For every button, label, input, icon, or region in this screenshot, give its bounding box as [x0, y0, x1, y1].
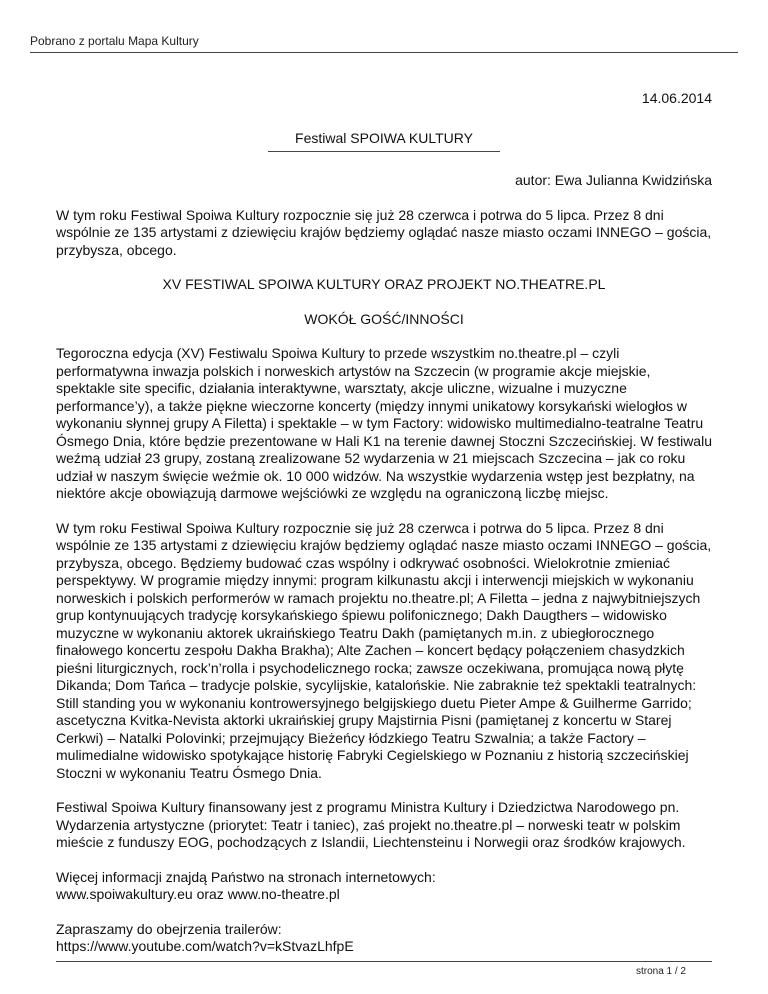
trailer-line: Zapraszamy do obejrzenia trailerów:	[56, 920, 282, 937]
footer-rule	[56, 961, 712, 962]
trailer-paragraph	[56, 921, 712, 956]
header-rule	[30, 52, 738, 53]
info-links[interactable]: www.spoiwakultury.eu oraz www.no-theatre.pl	[56, 886, 340, 902]
trailer-link[interactable]: https://www.youtube.com/watch?v=kStvazLhfpE	[56, 938, 354, 954]
page-header-source: Pobrano z portalu Mapa Kultury	[30, 34, 199, 48]
body-paragraph-1: Tegoroczna edycja (XV) Festiwalu Spoiwa Kultury to przede wszystkim no.theatre.pl – czyli performatywna inwazja polskich i norweskich artystów na Szczecin (w programie akcje miejskie, spektakle site specific, działania interaktywne, warsztaty, akcje uliczne, wizualne i muzyczne performance’y), a także piękne wieczorne koncerty (między innymi unikatowy korsykański wielogłos w wykonaniu słynnej grupy A Filetta) i spektakle – w tym Factory: widowisko multimedialno-teatralne Teatru Ósmego Dnia, które będzie prezentowane w Hali K1 na terenie dawnej Stoczni Szczecińskiej. W festiwalu weźmą udział 23 grupy, zostaną zrealizowane 52 wydarzenia w 21 miejscach Szczecina – jak co roku udział w naszym święcie weźmie ok. 10 000 widzów. Na wszystkie wydarzenia wstęp jest bezpłatny, na niektóre akcje obowiązują darmowe wejściówki ze względu na ograniczoną liczbę miejsc.	[56, 345, 712, 501]
body-paragraph-2: W tym roku Festiwal Spoiwa Kultury rozpocznie się już 28 czerwca i potrwa do 5 lipca. Przez 8 dni wspólnie ze 135 artystami z dziewięciu krajów będziemy oglądać nasze miasto oczami INNEGO – gościa, przybysza, obcego. Będziemy budować czas wspólny i odkrywać osobności. Wielokrotnie zmieniać perspektywy. W programie między innymi: program kilkunastu akcji i interwencji miejskich w wykonaniu norweskich i polskich performerów w ramach projektu no.theatre.pl; A Filetta – jedna z najwybitniejszych grup kontynuujących tradycję korsykańskiego śpiewu polifonicznego; Dakh Daugthers – widowisko muzyczne w wykonaniu aktorek ukraińskiego Teatru Dakh (pamiętanych m.in. z ubiegłorocznego finałowego koncertu zespołu Dakha Brakha); Alte Zachen – koncert będący połączeniem chasydzkich pieśni liturgicznych, rock’n’rolla i psychodelicznego rocka; zawsze oczekiwana, promująca nową płytę Dikanda; Dom Tańca – tradycje polskie, sycylijskie, katalońskie. Nie zabraknie też spektakli teatralnych: Still standing you w wykonaniu kontrowersyjnego belgijskiego duetu Pieter Ampe & Guilherme Garrido; ascetyczna Kvitka-Nevista aktorki ukraińskiej grupy Majstirnia Pisni (pamiętanej z koncertu w Starej Cerkwi) – Natalki Polovinki; przejmujący Bieżeńcy łódzkiego Teatru Szwalnia; a także Factory – mulimedialne widowisko spotykające historię Fabryki Cegielskiego w Poznaniu z historią szczecińskiej Stoczni w wykonaniu Teatru Ósmego Dnia.	[56, 519, 712, 781]
article-author: autor: Ewa Julianna Kwidzińska	[515, 172, 712, 188]
article-date: 14.06.2014	[641, 90, 712, 106]
article-content	[56, 90, 712, 956]
info-line: Więcej informacji znajdą Państwo na stronach internetowych:	[56, 868, 436, 885]
page-number: strona 1 / 2	[635, 966, 686, 977]
info-paragraph	[56, 869, 712, 904]
article-title: Festiwal SPOIWA KULTURY	[295, 129, 473, 146]
body-paragraph-3: Festiwal Spoiwa Kultury finansowany jest z programu Ministra Kultury i Dziedzictwa Narodowego pn. Wydarzenia artystyczne (priorytet: Teatr i taniec), zaś projekt no.theatre.pl – norweski teatr w polskim mieście z funduszy EOG, pochodzących z Islandii, Liechtensteinu i Norwegii oraz środków krajowych.	[56, 799, 686, 850]
section-heading-festival: XV FESTIWAL SPOIWA KULTURY ORAZ PROJEKT NO.THEATRE.PL	[162, 276, 606, 292]
section-heading-otherness: WOKÓŁ GOŚĆ/INNOŚCI	[304, 310, 464, 327]
title-underline	[268, 151, 500, 152]
intro-paragraph: W tym roku Festiwal Spoiwa Kultury rozpocznie się już 28 czerwca i potrwa do 5 lipca. Przez 8 dni wspólnie ze 135 artystami z dziewięciu krajów będziemy oglądać nasze miasto oczami INNEGO – gościa, przybysza, obcego.	[56, 206, 712, 258]
